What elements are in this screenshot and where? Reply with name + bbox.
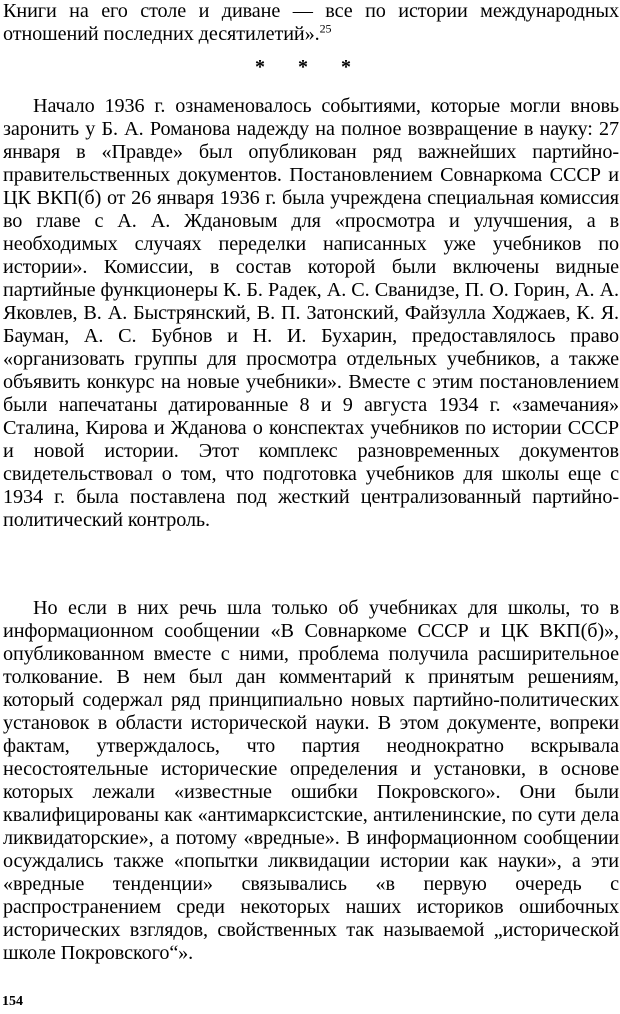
section-separator: * * *	[255, 56, 365, 78]
footnote-marker: 25	[319, 21, 332, 36]
paragraph-2: Но если в них речь шла только об учебниках для школы, то в информационном сообщении «В Совнаркоме СССР и ЦК ВКП(б)», опубликованном вместе с ними, проблема получила расширительное толкование. В нем был дан комментарий к принятым решениям, который содержал ряд принципиально новых партийно-политических установок в области исторической науки. В этом документе, вопреки фактам, утверждалось, что партия неоднократно вскрывала несостоятельные исторические определения и установки, в основе которых лежали «известные ошибки Покровского». Они были квалифицированы как «антимарксистские, антиленинские, по сути дела ликвидаторские», а потому «вредные». В информационном сообщении осуждались также «попытки ликвидации истории как науки», а эти «вредные тенденции» связывались «в первую очередь с распространением среди некоторых наших историков ошибочных исторических взглядов, свойственных так называемой „исторической школе Покровского“».	[3, 597, 619, 964]
page-number: 154	[2, 994, 23, 1009]
paragraph-1: Начало 1936 г. ознаменовалось событиями, которые могли вновь заронить у Б. А. Романова надежду на полное возвращение в науку: 27 января в «Правде» был опубликован ряд важнейших партийно-правительственных документов. Постановлением Совнаркома СССР и ЦК ВКП(б) от 26 января 1936 г. была учреждена специальная комиссия во главе с А. А. Ждановым для «просмотра и улучшения, а в необходимых случаях переделки написанных уже учебников по истории». Комиссии, в состав которой были включены видные партийные функционеры К. Б. Радек, А. С. Сванидзе, П. О. Горин, А. А. Яковлев, В. А. Быстрянский, В. П. Затонский, Файзулла Ходжаев, К. Я. Бауман, А. С. Бубнов и Н. И. Бухарин, предоставлялось право «организовать группы для просмотра отдельных учебников, а также объявить конкурс на новые учебники». Вместе с этим постановлением были напечатаны датированные 8 и 9 августа 1934 г. «замечания» Сталина, Кирова и Жданова о конспектах учебников по истории СССР и новой истории. Этот комплекс разновременных документов свидетельствовал о том, что подготовка учебников для школы еще с 1934 г. была поставлена под жесткий централизованный партийно-политический контроль.	[3, 95, 619, 531]
continued-paragraph-text: Книги на его столе и диване — все по истории международных отношений последних десятилетий».	[3, 0, 619, 45]
continued-paragraph	[3, 0, 619, 46]
